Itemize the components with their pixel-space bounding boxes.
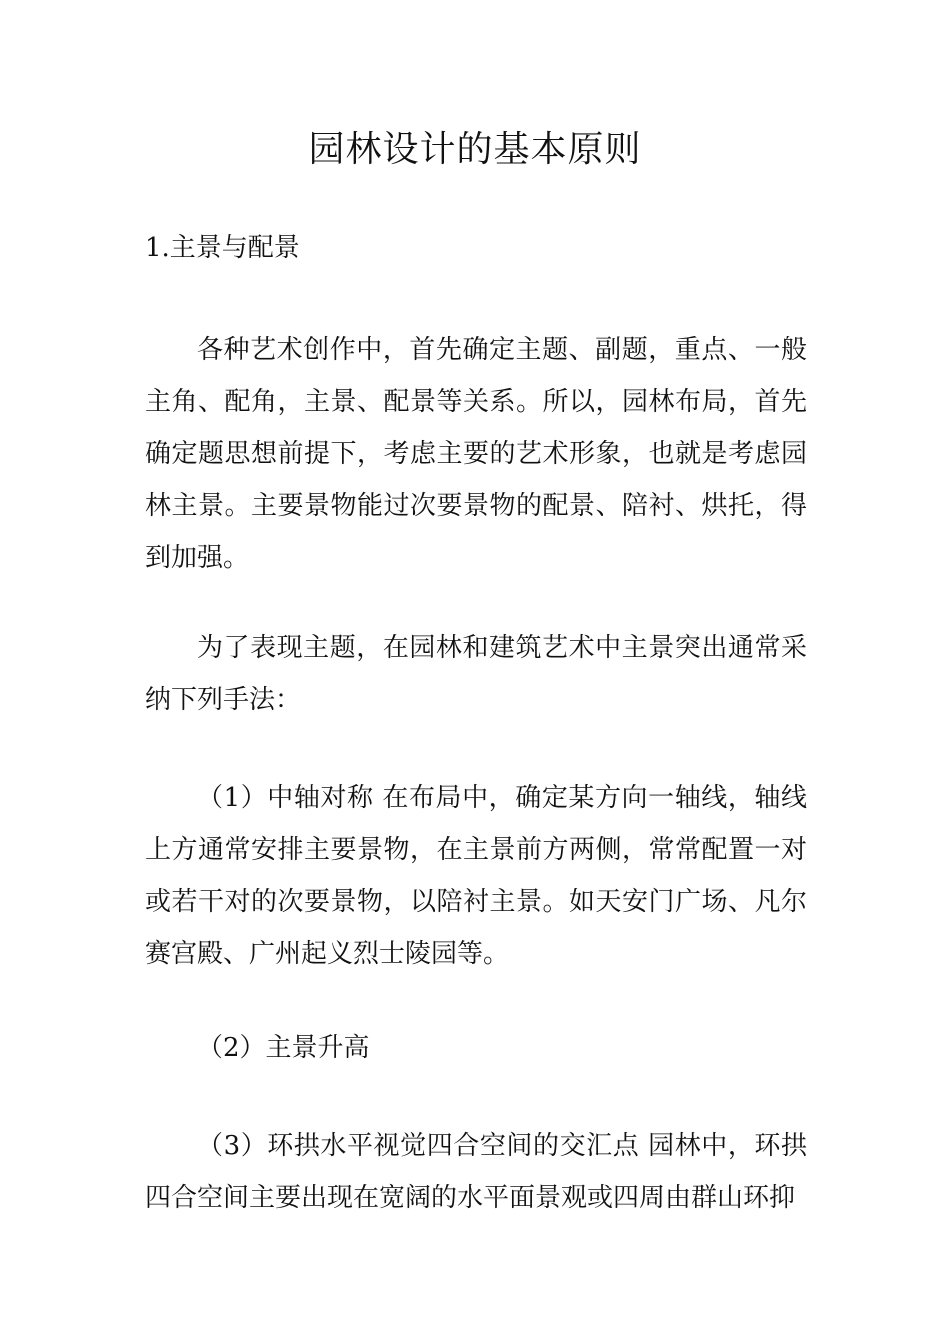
section-heading: 1.主景与配景 — [145, 233, 300, 263]
paragraph-1: 各种艺术创作中，首先确定主题、副题，重点、一般主角、配角，主景、配景等关系。所以，园林布局，首先确定题思想前提下，考虑主要的艺术形象，也就是考虑园林主景。主要景物能过次要景物的配景、陪衬、烘托，得到加强。 — [145, 335, 807, 573]
document-title: 园林设计的基本原则 — [308, 129, 642, 170]
paragraph-3: （1）中轴对称 在布局中，确定某方向一轴线，轴线上方通常安排主要景物，在主景前方两侧，常常配置一对或若干对的次要景物，以陪衬主景。如天安门广场、凡尔赛宫殿、广州起义烈士陵园等。 — [145, 783, 807, 969]
paragraph-5: （3）环拱水平视觉四合空间的交汇点 园林中，环拱四合空间主要出现在宽阔的水平面景观或四周由群山环抑 — [145, 1131, 807, 1213]
paragraph-4: （2）主景升高 — [197, 1033, 370, 1063]
paragraph-2: 为了表现主题，在园林和建筑艺术中主景突出通常采纳下列手法： — [145, 633, 807, 715]
